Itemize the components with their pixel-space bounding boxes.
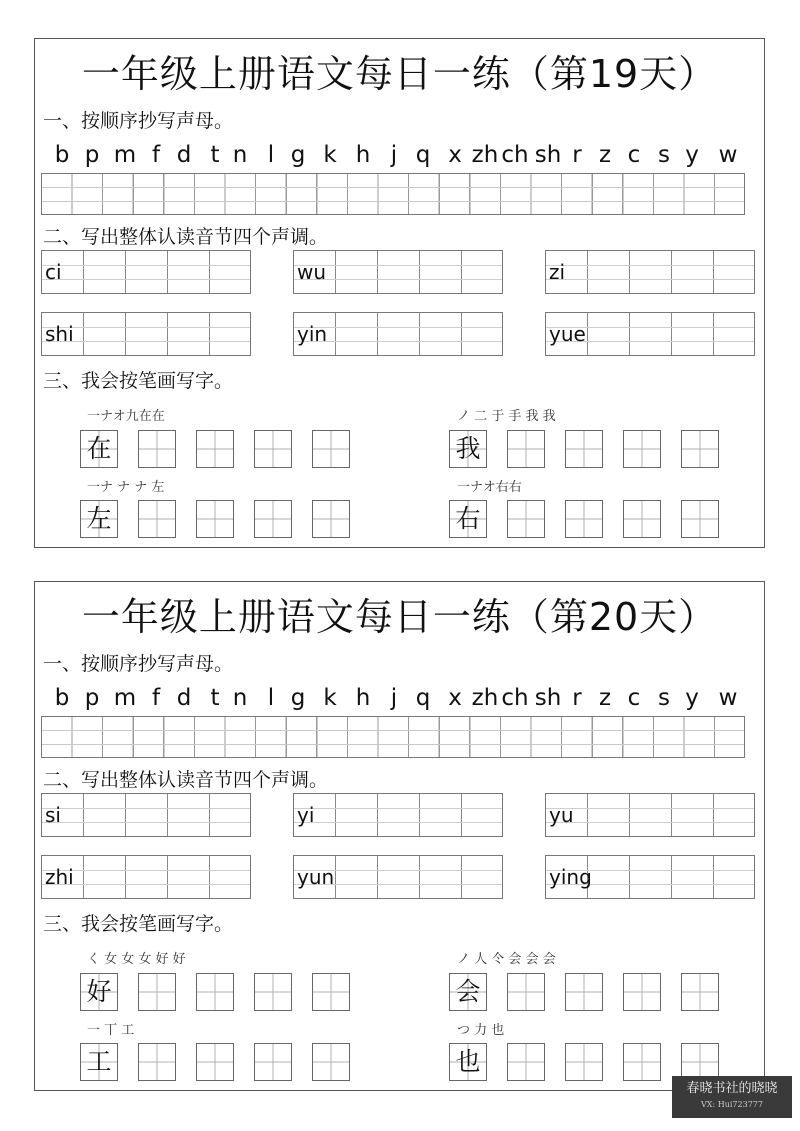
initials-row (41, 139, 745, 171)
syllable-label: si (45, 803, 61, 827)
initial-letter: q (415, 685, 431, 711)
stroke-order: ノ 二 于 手 我 我 (457, 409, 556, 424)
practice-cell[interactable] (138, 1043, 176, 1081)
initial-letter: g (290, 142, 306, 168)
initial-letter: r (572, 142, 582, 168)
stroke-order: つ 力 也 (457, 1023, 505, 1038)
syllable-label: ying (549, 865, 592, 889)
practice-cell[interactable] (138, 430, 176, 468)
syllable-writing-box[interactable] (545, 312, 755, 356)
practice-cell[interactable] (565, 430, 603, 468)
practice-cell[interactable] (138, 973, 176, 1011)
watermark-contact: VX: Hui723777 (701, 1100, 763, 1109)
syllable-label: zi (549, 260, 566, 284)
model-character: 右 (455, 504, 481, 533)
initial-letter: t (210, 142, 220, 168)
initial-letter: t (210, 685, 220, 711)
model-character: 工 (86, 1047, 112, 1076)
model-character: 会 (455, 977, 481, 1006)
initial-letter: q (415, 142, 431, 168)
practice-cell[interactable] (623, 1043, 661, 1081)
initial-letter: d (176, 142, 192, 168)
worksheet-day-19 (34, 38, 765, 548)
model-character: 左 (86, 504, 112, 533)
syllable-label: yi (297, 803, 315, 827)
initial-letter: f (151, 685, 161, 711)
model-character-cell (80, 1043, 118, 1081)
syllable-label: wu (297, 260, 327, 284)
practice-cell[interactable] (507, 973, 545, 1011)
initial-letter: p (84, 685, 100, 711)
initial-letter: sh (534, 685, 562, 711)
section-heading-initials: 一、按顺序抄写声母。 (43, 110, 234, 132)
initials-copy-grid[interactable] (41, 173, 745, 215)
initial-letter: p (84, 142, 100, 168)
practice-cell[interactable] (681, 430, 719, 468)
syllable-writing-box[interactable] (293, 855, 503, 899)
initial-letter: j (390, 142, 398, 168)
practice-cell[interactable] (254, 500, 292, 538)
syllable-writing-box[interactable] (293, 793, 503, 837)
initial-letter: y (685, 685, 699, 711)
initial-letter: n (232, 685, 248, 711)
worksheet-title: 一年级上册语文每日一练（第20天） (81, 595, 718, 639)
initial-letter: x (448, 685, 462, 711)
syllable-writing-box[interactable] (41, 312, 251, 356)
initial-letter: k (323, 142, 337, 168)
section-heading-strokes: 三、我会按笔画写字。 (43, 913, 234, 935)
model-character-cell (80, 973, 118, 1011)
initial-letter: l (267, 142, 275, 168)
model-character-cell (80, 430, 118, 468)
stroke-order: ノ 人 仒 会 会 会 (457, 952, 556, 967)
initial-letter: w (718, 685, 738, 711)
model-character: 好 (86, 977, 112, 1006)
initial-letter: x (448, 142, 462, 168)
initial-letter: y (685, 142, 699, 168)
initial-letter: k (323, 685, 337, 711)
practice-cell[interactable] (565, 973, 603, 1011)
stroke-order: 一 丅 工 (87, 1023, 135, 1038)
worksheet-title: 一年级上册语文每日一练（第19天） (81, 52, 718, 96)
stroke-order: 一ナ ナ ナ 左 (87, 480, 165, 495)
practice-cell[interactable] (196, 973, 234, 1011)
initial-letter: r (572, 685, 582, 711)
practice-cell[interactable] (681, 973, 719, 1011)
initial-letter: ch (501, 142, 529, 168)
model-character: 也 (455, 1047, 481, 1076)
initial-letter: s (658, 142, 670, 168)
model-character: 在 (86, 434, 112, 463)
initial-letter: zh (471, 685, 499, 711)
initial-letter: sh (534, 142, 562, 168)
syllable-label: yue (549, 322, 586, 346)
syllable-writing-box[interactable] (293, 250, 503, 294)
syllable-label: ci (45, 260, 62, 284)
section-heading-syllables: 二、写出整体认读音节四个声调。 (43, 769, 329, 791)
syllable-writing-box[interactable] (545, 855, 755, 899)
syllable-label: shi (45, 322, 74, 346)
practice-cell[interactable] (312, 430, 350, 468)
initials-copy-grid[interactable] (41, 716, 745, 758)
initial-letter: b (54, 685, 70, 711)
practice-cell[interactable] (681, 500, 719, 538)
watermark-badge (672, 1076, 792, 1118)
syllable-writing-box[interactable] (545, 250, 755, 294)
section-heading-strokes: 三、我会按笔画写字。 (43, 370, 234, 392)
initials-row (41, 682, 745, 714)
stroke-order: 一ナオ右右 (457, 480, 522, 495)
practice-cell[interactable] (312, 973, 350, 1011)
model-character: 我 (455, 434, 481, 463)
practice-cell[interactable] (623, 500, 661, 538)
section-heading-syllables: 二、写出整体认读音节四个声调。 (43, 226, 329, 248)
syllable-writing-box[interactable] (41, 250, 251, 294)
worksheet-day-20 (34, 581, 765, 1091)
syllable-writing-box[interactable] (293, 312, 503, 356)
initial-letter: c (627, 142, 641, 168)
watermark-name: 春晓书社的晓晓 (686, 1081, 778, 1096)
practice-cell[interactable] (312, 1043, 350, 1081)
syllable-writing-box[interactable] (41, 855, 251, 899)
initial-letter: n (232, 142, 248, 168)
initial-letter: l (267, 685, 275, 711)
stroke-order: く 女 女 女 好 好 (87, 952, 186, 967)
initial-letter: zh (471, 142, 499, 168)
model-character-cell (80, 500, 118, 538)
initial-letter: j (390, 685, 398, 711)
initial-letter: s (658, 685, 670, 711)
stroke-order: 一ナオ九在在 (87, 409, 165, 424)
practice-cell[interactable] (196, 500, 234, 538)
practice-cell[interactable] (196, 1043, 234, 1081)
initial-letter: m (113, 685, 137, 711)
section-heading-initials: 一、按顺序抄写声母。 (43, 653, 234, 675)
syllable-label: yun (297, 865, 335, 889)
practice-cell[interactable] (623, 430, 661, 468)
practice-cell[interactable] (254, 430, 292, 468)
initial-letter: d (176, 685, 192, 711)
practice-cell[interactable] (254, 1043, 292, 1081)
syllable-label: zhi (45, 865, 74, 889)
practice-cell[interactable] (507, 500, 545, 538)
initial-letter: f (151, 142, 161, 168)
practice-cell[interactable] (623, 973, 661, 1011)
practice-cell[interactable] (138, 500, 176, 538)
initial-letter: h (355, 142, 371, 168)
syllable-label: yin (297, 322, 328, 346)
practice-cell[interactable] (565, 500, 603, 538)
initial-letter: h (355, 685, 371, 711)
initial-letter: z (598, 142, 612, 168)
practice-cell[interactable] (565, 1043, 603, 1081)
practice-cell[interactable] (312, 500, 350, 538)
initial-letter: z (598, 685, 612, 711)
initial-letter: b (54, 142, 70, 168)
model-character-cell (449, 973, 487, 1011)
model-character-cell (449, 500, 487, 538)
initial-letter: w (718, 142, 738, 168)
practice-cell[interactable] (507, 1043, 545, 1081)
practice-cell[interactable] (196, 430, 234, 468)
initial-letter: c (627, 685, 641, 711)
initial-letter: g (290, 685, 306, 711)
model-character-cell (449, 1043, 487, 1081)
initial-letter: ch (501, 685, 529, 711)
initial-letter: m (113, 142, 137, 168)
practice-cell[interactable] (254, 973, 292, 1011)
model-character-cell (449, 430, 487, 468)
practice-cell[interactable] (507, 430, 545, 468)
syllable-label: yu (549, 803, 574, 827)
syllable-writing-box[interactable] (41, 793, 251, 837)
syllable-writing-box[interactable] (545, 793, 755, 837)
